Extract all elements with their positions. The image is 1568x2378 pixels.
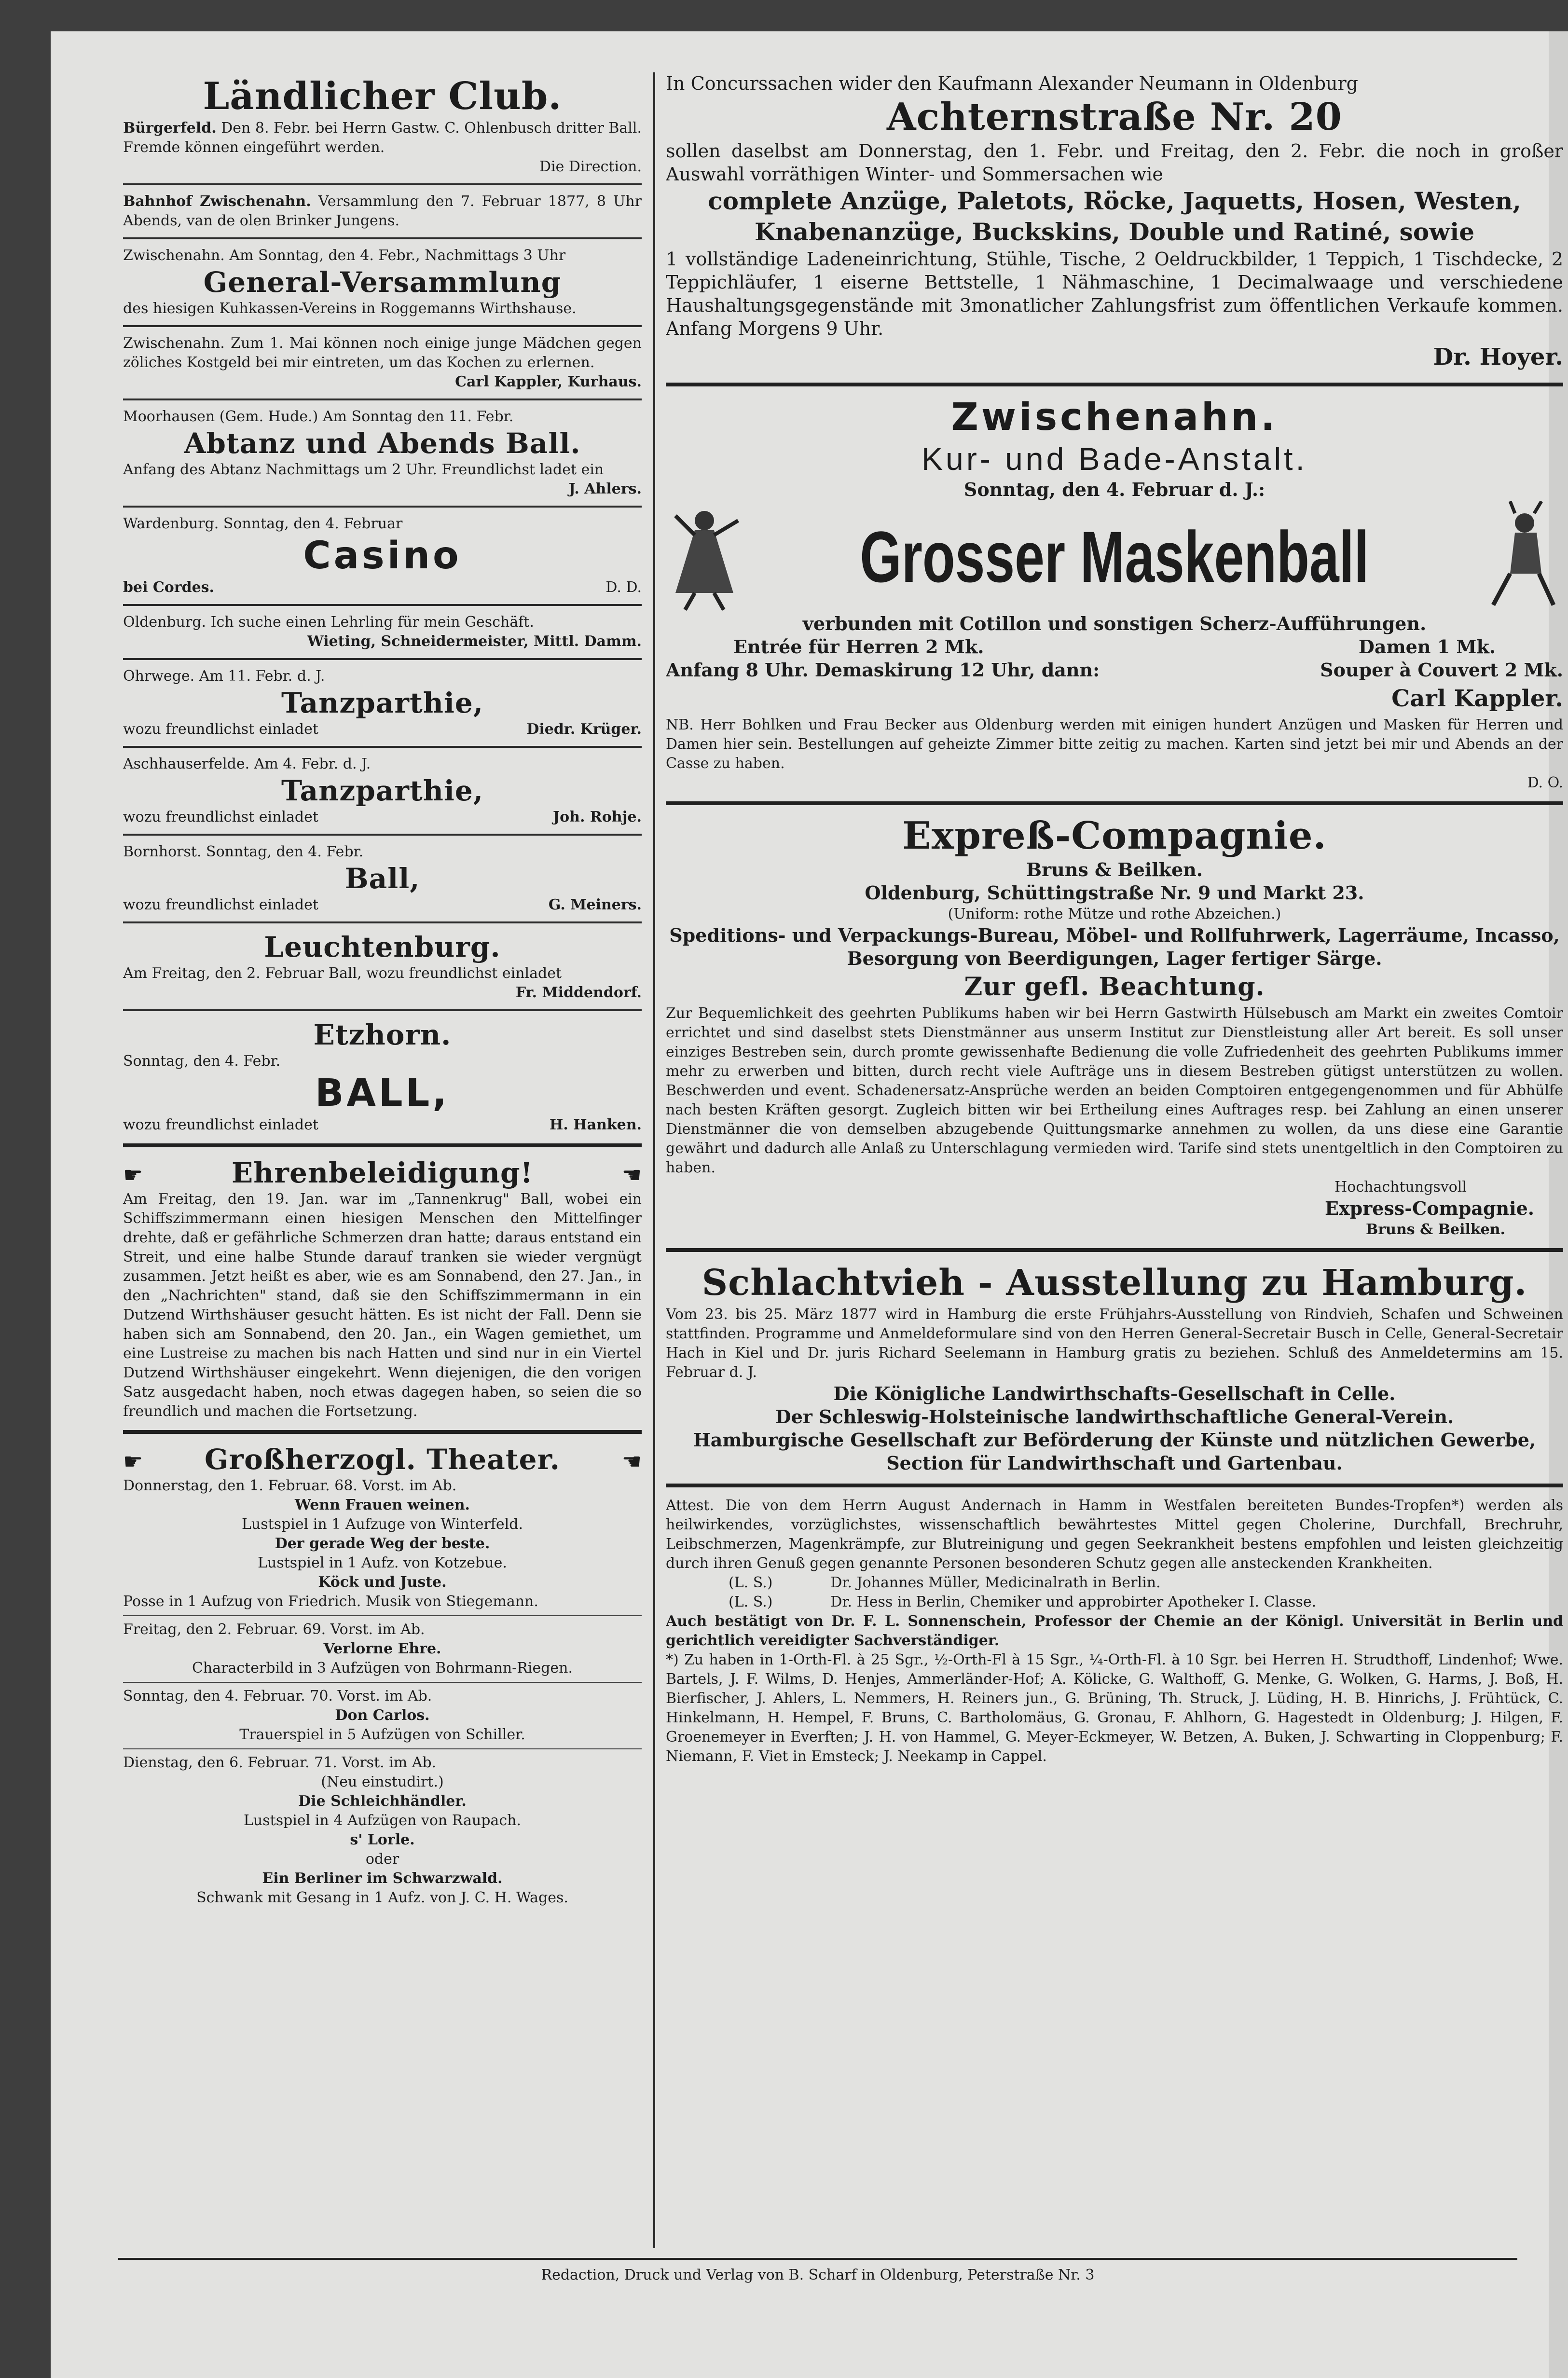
club-sign: Die Direction.: [539, 158, 642, 175]
pointing-hand-icon: ☛: [123, 1162, 143, 1188]
address-title: Achternstraße Nr. 20: [887, 95, 1342, 139]
maedchen-ad: Zwischenahn. Zum 1. Mai können noch einige junge Mädchen gegen zöliches Kostgeld bei mir eintreten, um das Kochen zu erlernen. Carl Kappler, Kurhaus.: [123, 335, 642, 390]
dancing-woman-figure: [666, 501, 748, 612]
lehrling-ad: Oldenburg. Ich suche einen Lehrling für mein Geschäft. Wieting, Schneidermeister, Mittl. Damm.: [123, 614, 642, 650]
pointing-hand-icon: ☛: [123, 1448, 143, 1474]
maskenball-ad: Zwischenahn. Kur- und Bade-Anstalt. Sonntag, den 4. Februar d. J.: Grosser Maskenball verbunden mit Cotillon und sonstigen Scherz-Aufführungen. Entrée für Herren 2 Mk. Damen 1 Mk. Anfang 8 Uhr. Demaskirung 12 Uhr, dann: Souper à Couvert 2 Mk. Carl Kappler. NB. Herr Bohlken und Frau Becker aus Oldenburg werden mit einigen hundert Anzügen und Masken für Herren und Damen hier sein. Bestellungen auf geheizte Zimmer bitte zeitig zu machen. Karten sind jetzt bei mir und Abends an der Casse zu haben. D. O.: [666, 396, 1563, 791]
concurs-ad: In Concurssachen wider den Kaufmann Alexander Neumann in Oldenburg Achternstraße Nr. 20 sollen daselbst am Donnerstag, den 1. Febr. und Freitag, den 2. Febr. die noch in großer Auswahl vorräthigen Winter- und Sommersachen wie complete Anzüge, Paletots, Röcke, Jaquetts, Hosen, Westen, Knabenanzüge, Buckskins, Double und Ratiné, sowie 1 vollständige Ladeneinrichtung, Stühle, Tische, 2 Oeldruckbilder, 1 Teppich, 1 Tischdecke, 2 Teppichläufer, 1 eiserne Bettstelle, 1 Nähmaschine, 1 Decimalwaage und verschiedene Haushaltungsgegenstände mit 3monatlicher Zahlungsfrist zum öffentlichen Verkaufe kommen. Anfang Morgens 9 Uhr. Dr. Hoyer.: [666, 73, 1563, 371]
jester-figure: [1481, 501, 1563, 612]
express-title: Expreß-Compagnie.: [902, 814, 1327, 858]
aschhausen-ad: Aschhauserfelde. Am 4. Febr. d. J. Tanzparthie, wozu freundlichst einladet Joh. Rohje.: [123, 756, 642, 825]
express-ad: Expreß-Compagnie. Bruns & Beilken. Oldenburg, Schüttingstraße Nr. 9 und Markt 23. (Uniform: rothe Mütze und rothe Abzeichen.) Speditions- und Verpackungs-Bureau, Möbel- und Rollfuhrwerk, Lagerräume, Incasso, Besorgung von Beerdigungen, Lager fertiger Särge. Zur gefl. Beachtung. Zur Bequemlichkeit des geehrten Publikums haben wir bei Herrn Gastwirth Hülsebusch am Markt ein zweites Comtoir errichtet und sind daselbst stets Dienstmänner aus unserm Institut zur Dienstleistung aller Art bereit. Es soll unser einziges Bestreben sein, durch promte gewissenhafte Bedienung die volle Zufriedenheit des geehrten Publikums immer mehr zu erwerben und bitten, durch recht viele Aufträge uns in diesem Bestreben gütigst unterstützen zu wollen. Beschwerden und event. Schadenersatz-Ansprüche werden an beiden Comptoiren entgegengenommen und für Abhülfe nach besten Kräften gesorgt. Zugleich bitten wir bei Ertheilung eines Auftrages resp. bei Zahlung an einen unserer Dienstmänner die von demselben abzugebende Quittungsmarke annehmen zu wollen, da uns diese eine Garantie gewährt und dadurch alle Anlaß zu Unterschlagung vermieden wird. Tarife sind stets unentgeltlich in den Comptoiren zu haben. Hochachtungsvoll Express-Compagnie. Bruns & Beilken.: [666, 814, 1563, 1238]
casino-title: Casino: [303, 534, 462, 577]
imprint-footer: Redaction, Druck und Verlag von B. Scharf in Oldenburg, Peterstraße Nr. 3: [118, 2258, 1517, 2283]
etzhorn-ad: Etzhorn. Sonntag, den 4. Febr. BALL, wozu freundlichst einladet H. Hanken.: [123, 1018, 642, 1133]
divider: [123, 604, 642, 606]
moorhausen-ad: Moorhausen (Gem. Hude.) Am Sonntag den 11. Febr. Abtanz und Abends Ball. Anfang des Abtanz Nachmittags um 2 Uhr. Freundlichst ladet ein J. Ahlers.: [123, 408, 642, 497]
divider: [123, 237, 642, 239]
leuchtenburg-ad: Leuchtenburg. Am Freitag, den 2. Februar Ball, wozu freundlichst einladet Fr. Middendorf.: [123, 931, 642, 1001]
ohrwege-ad: Ohrwege. Am 11. Febr. d. J. Tanzparthie, wozu freundlichst einladet Diedr. Krüger.: [123, 668, 642, 738]
right-column: [666, 31, 1563, 2265]
club-ad: [123, 72, 642, 179]
pointing-hand-icon: ☚: [621, 1162, 642, 1188]
divider: [123, 183, 642, 185]
divider: [123, 1430, 642, 1434]
theater-ad: ☛ Großherzogl. Theater. ☚ Donnerstag, den 1. Februar. 68. Vorst. im Ab. Wenn Frauen weinen. Lustspiel in 1 Aufzuge von Winterfeld. Der gerade Weg der beste. Lustspiel in 1 Aufz. von Kotzebue. Köck und Juste. Posse in 1 Aufzug von Friedrich. Musik von Stiegemann. Freitag, den 2. Februar. 69. Vorst. im Ab. Verlorne Ehre. Characterbild in 3 Aufzügen von Bohrmann-Riegen. Sonntag, den 4. Februar. 70. Vorst. im Ab. Don Carlos. Trauerspiel in 5 Aufzügen von Schiller. Dienstag, den 6. Februar. 71. Vorst. im Ab. (Neu einstudirt.) Die Schleichhändler. Lustspiel in 4 Aufzügen von Raupach. s' Lorle. oder Ein Berliner im Schwarzwald. Schwank mit Gesang in 1 Aufz. von J. C. H. Wages.: [123, 1443, 642, 1906]
attest-ad: Attest. Die von dem Herrn August Andernach in Hamm in Westfalen bereiteten Bundes-Tropfen*) werden als heilwirkendes, vorzüglichstes, wissenschaftlich bewährtestes Mittel gegen Cholerine, Durchfall, Brechruhr, Leibschmerzen, Magenkrämpfe, zur Blutreinigung und gegen Seekrankheit bestens empfohlen und leisten gleichzeitig durch ihren Genuß gegen genannte Personen besonderen Schutz gegen alle ansteckenden Krankheiten. (L. S.) Dr. Johannes Müller, Medicinalrath in Berlin. (L. S.) Dr. Hess in Berlin, Chemiker und approbirter Apotheker I. Classe. Auch bestätigt von Dr. F. L. Sonnenschein, Professor der Chemie an der Königl. Universität in Berlin und gerichtlich vereidigter Sachverständiger. *) Zu haben in 1-Orth-Fl. à 25 Sgr., ½-Orth-Fl à 15 Sgr., ¼-Orth-Fl. à 10 Sgr. bei Herren H. Strudthoff, Lindenhof; Wwe. Bartels, J. F. Wilms, D. Henjes, Ammerländer-Hof; A. Kölicke, G. Walthoff, G. Menke, G. Wolken, G. Harms, J. Boß, H. Bierfischer, J. Ahlers, L. Nemmers, H. Reiners jun., G. Brüning, Th. Struck, J. Lüding, H. B. Hinrichs, J. Frühtück, C. Hinkelmann, H. Hempel, F. Bruns, C. Bartholomäus, G. Gronau, F. Ahlhorn, G. Hagestedt in Oldenburg; J. Hilgen, F. Groenemeyer in Everften; J. H. von Hammel, G. Meyer-Eckmeyer, W. Betzen, A. Buken, J. Schwarting in Cloppenburg; F. Niemann, F. Viet in Emsteck; J. Neekamp in Cappel.: [666, 1497, 1563, 1765]
club-title: Ländlicher Club.: [203, 74, 562, 118]
divider: [123, 325, 642, 327]
divider: [666, 1248, 1563, 1252]
divider: [123, 399, 642, 400]
divider: [123, 1143, 642, 1147]
divider: [123, 658, 642, 660]
divider: [123, 746, 642, 748]
club-text: Bürgerfeld. Den 8. Febr. bei Herrn Gastw. C. Ohlenbusch dritter Ball. Fremde können eingeführt werden.: [123, 120, 642, 156]
divider: [123, 1009, 642, 1011]
bahnhof-ad: Bahnhof Zwischenahn. Versammlung den 7. Februar 1877, 8 Uhr Abends, van de olen Brinker Jungens.: [123, 193, 642, 229]
pointing-hand-icon: ☚: [621, 1448, 642, 1474]
divider: [123, 921, 642, 923]
left-column: [123, 31, 642, 2265]
divider: [666, 801, 1563, 805]
bornhorst-ad: Bornhorst. Sonntag, den 4. Febr. Ball, wozu freundlichst einladet G. Meiners.: [123, 843, 642, 913]
divider: [666, 1484, 1563, 1487]
divider: [666, 383, 1563, 386]
general-title: General-Versammlung: [203, 266, 562, 299]
column-rule: [653, 72, 655, 2248]
divider: [123, 834, 642, 836]
general-versammlung-ad: Zwischenahn. Am Sonntag, den 4. Febr., Nachmittags 3 Uhr General-Versammlung des hiesigen Kuhkassen-Vereins in Roggemanns Wirthshause.: [123, 244, 642, 320]
newspaper-page: [51, 31, 1568, 2378]
divider: [123, 506, 642, 508]
maskenball-title: Grosser Maskenball: [860, 516, 1369, 597]
schlachtvieh-ad: Schlachtvieh - Ausstellung zu Hamburg. Vom 23. bis 25. März 1877 wird in Hamburg die erste Frühjahrs-Ausstellung von Rindvieh, Schafen und Schweinen stattfinden. Programme und Anmeldeformulare sind von den Herren General-Secretair Busch in Celle, General-Secretair Hach in Kiel und Dr. juris Richard Seelemann in Hamburg gratis zu beziehen. Schluß des Anmeldetermins am 15. Februar d. J. Die Königliche Landwirthschafts-Gesellschaft in Celle. Der Schleswig-Holsteinische landwirthschaftliche General-Verein. Hamburgische Gesellschaft zur Beförderung der Künste und nützlichen Gewerbe, Section für Landwirthschaft und Gartenbau.: [666, 1262, 1563, 1474]
ehrenbeleidigung-ad: ☛ Ehrenbeleidigung! ☚ Am Freitag, den 19. Jan. war im „Tannenkrug" Ball, wobei ein Schiffszimmermann einen hiesigen Menschen den Mittelfinger drehte, daß er gefährliche Schmerzen dran hatte; daraus entstand ein Streit, und eine halbe Stunde darauf tranken sie wieder vergnügt zusammen. Jetzt heißt es aber, wie es am Sonnabend, den 27. Jan., in den „Nachrichten" stand, daß sie den Schiffszimmermann in ein Dutzend Wirthshäuser gesucht hätten. Es ist nicht der Fall. Denn sie haben sich am Sonnabend, den 20. Jan., ein Wagen gemiethet, um eine Lustreise zu machen bis nach Hatten und sind nur in ein Viertel Dutzend Wirthshäuser eingekehrt. Wenn diejenigen, die den vorigen Satz ausgedacht haben, noch etwas dagegen haben, so seien die so freundlich und machen die Fortsetzung.: [123, 1156, 642, 1420]
casino-ad: Wardenburg. Sonntag, den 4. Februar Casino bei Cordes. D. D.: [123, 515, 642, 596]
